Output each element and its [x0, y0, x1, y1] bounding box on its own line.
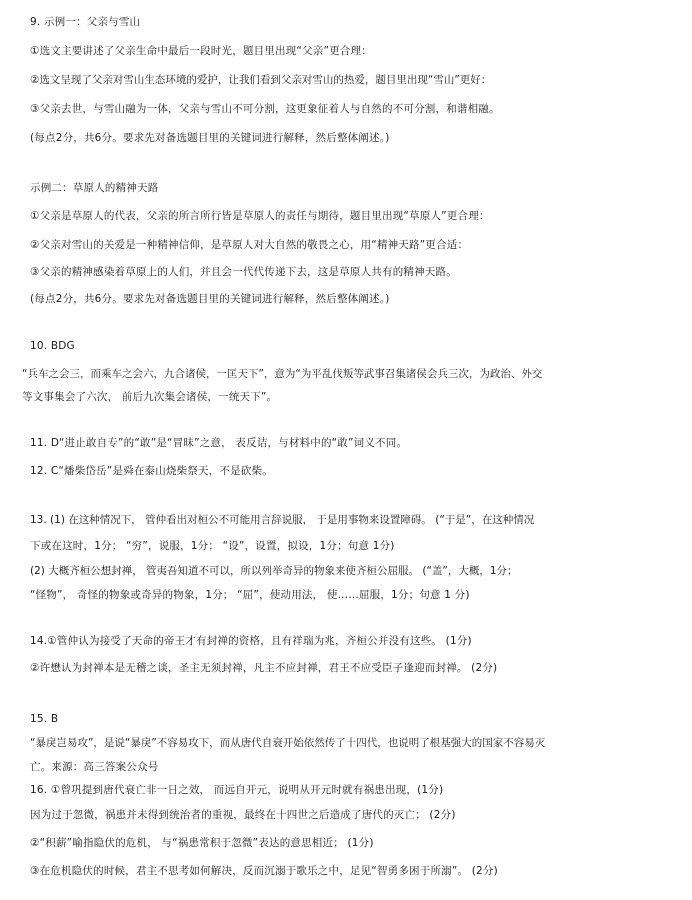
q15-line1: “暴戾岂易攻”，是说“暴戾”不容易攻下，而从唐代自衰开始依然传了十四代，也说明了根基强大的国家不容易灭	[30, 737, 546, 749]
q13-line2: 下或在这时，1分； “穷”，说服，1分； “设”，设置，拟设，1分；句意 1分)	[30, 540, 395, 552]
q9-example1-scoring-note: (每点2分，共6分。要求先对备选题目里的关键词进行解释，然后整体阐述。)	[30, 132, 390, 144]
q13-line4: “怪物”， 奇怪的物象或奇异的物象，1分； “屈”，使动用法， 使……屈服，1分；句意 1 分)	[30, 589, 470, 601]
q9-example1-point2: ②选文呈现了父亲对雪山生态环境的爱护，让我们看到父亲对雪山的热爱，题目里出现“雪山”更好：	[30, 74, 492, 86]
q15-line2: 亡。来源：高三答案公众号	[30, 761, 159, 773]
q11-answer: 11. D“进止敢自专”的“敢”是“冒昧”之意， 表反诘，与材料中的“敢”词义不同。	[30, 437, 408, 449]
q16-line2: 因为过于忽微，祸患并未得到统治者的重视，最终在十四世之后造成了唐代的灭亡； (2分)	[30, 809, 456, 821]
q13-line1: 13. (1) 在这种情况下， 管仲看出对桓公不可能用言辞说服， 于是用事物来设置障碍。 (“于是”，在这种情况	[30, 514, 535, 526]
q9-example2-point1: ①父亲是草原人的代表，父亲的所言所行皆是草原人的责任与期待，题目里出现“草原人”更合理：	[30, 210, 490, 222]
q9-example2-title: 示例二：草原人的精神天路	[30, 182, 159, 194]
q16-line3: ②“积薪”喻指隐伏的危机， 与“祸患常积于忽微”表达的意思相近； (1分)	[30, 837, 374, 849]
q14-line1: 14.①管仲认为接受了天命的帝王才有封禅的资格，且有祥瑞为兆，齐桓公并没有这些。 (1分)	[30, 635, 472, 647]
q16-line1: 16. ①曾巩提到唐代衰亡非一日之效， 而远自开元，说明从开元时就有祸患出现，(1分)	[30, 784, 444, 796]
q9-title: 9. 示例一：父亲与雪山	[30, 16, 141, 28]
q15-title: 15. B	[30, 713, 59, 725]
q16-line4: ③在危机隐伏的时候，君主不思考如何解决，反而沉溺于歌乐之中，足见“智勇多困于所溺”。 (2分)	[30, 865, 498, 877]
q9-example2-point2: ②父亲对雪山的关爱是一种精神信仰，是草原人对大自然的敬畏之心，用“精神天路”更合适：	[30, 239, 469, 251]
q10-body-line1: “兵车之会三，而乘车之会六，九合诸侯，一匡天下”，意为“为平乱伐叛等武事召集诸侯会兵三次，为政治、外交	[22, 368, 543, 380]
q9-example2-point3: ③父亲的精神感染着草原上的人们，并且会一代代传递下去，这是草原人共有的精神天路。	[30, 266, 457, 278]
q13-line3: (2) 大概齐桓公想封禅， 管夷吾知道不可以，所以列举奇异的物象来使齐桓公屈服。 (“盖”，大概，1分；	[30, 565, 518, 577]
q10-body-line2: 等文事集会了六次， 前后九次集会诸侯，一统天下”。	[22, 391, 278, 403]
q9-example1-point3: ③父亲去世，与雪山融为一体，父亲与雪山不可分割，这更象征着人与自然的不可分割，和谐相融。	[30, 103, 500, 115]
q12-answer: 12. C“燔柴岱岳”是舜在泰山烧柴祭天，不是砍柴。	[30, 465, 273, 477]
q9-example2-scoring-note: (每点2分，共6分。要求先对备选题目里的关键词进行解释，然后整体阐述。)	[30, 293, 390, 305]
q14-line2: ②许懋认为封禅本是无稽之谈，圣主无须封禅，凡主不应封禅，君王不应受臣子逢迎而封禅。 (2分)	[30, 662, 498, 674]
q10-title: 10. BDG	[30, 340, 75, 352]
q9-example1-point1: ①选文主要讲述了父亲生命中最后一段时光，题目里出现“父亲”更合理：	[30, 45, 372, 57]
